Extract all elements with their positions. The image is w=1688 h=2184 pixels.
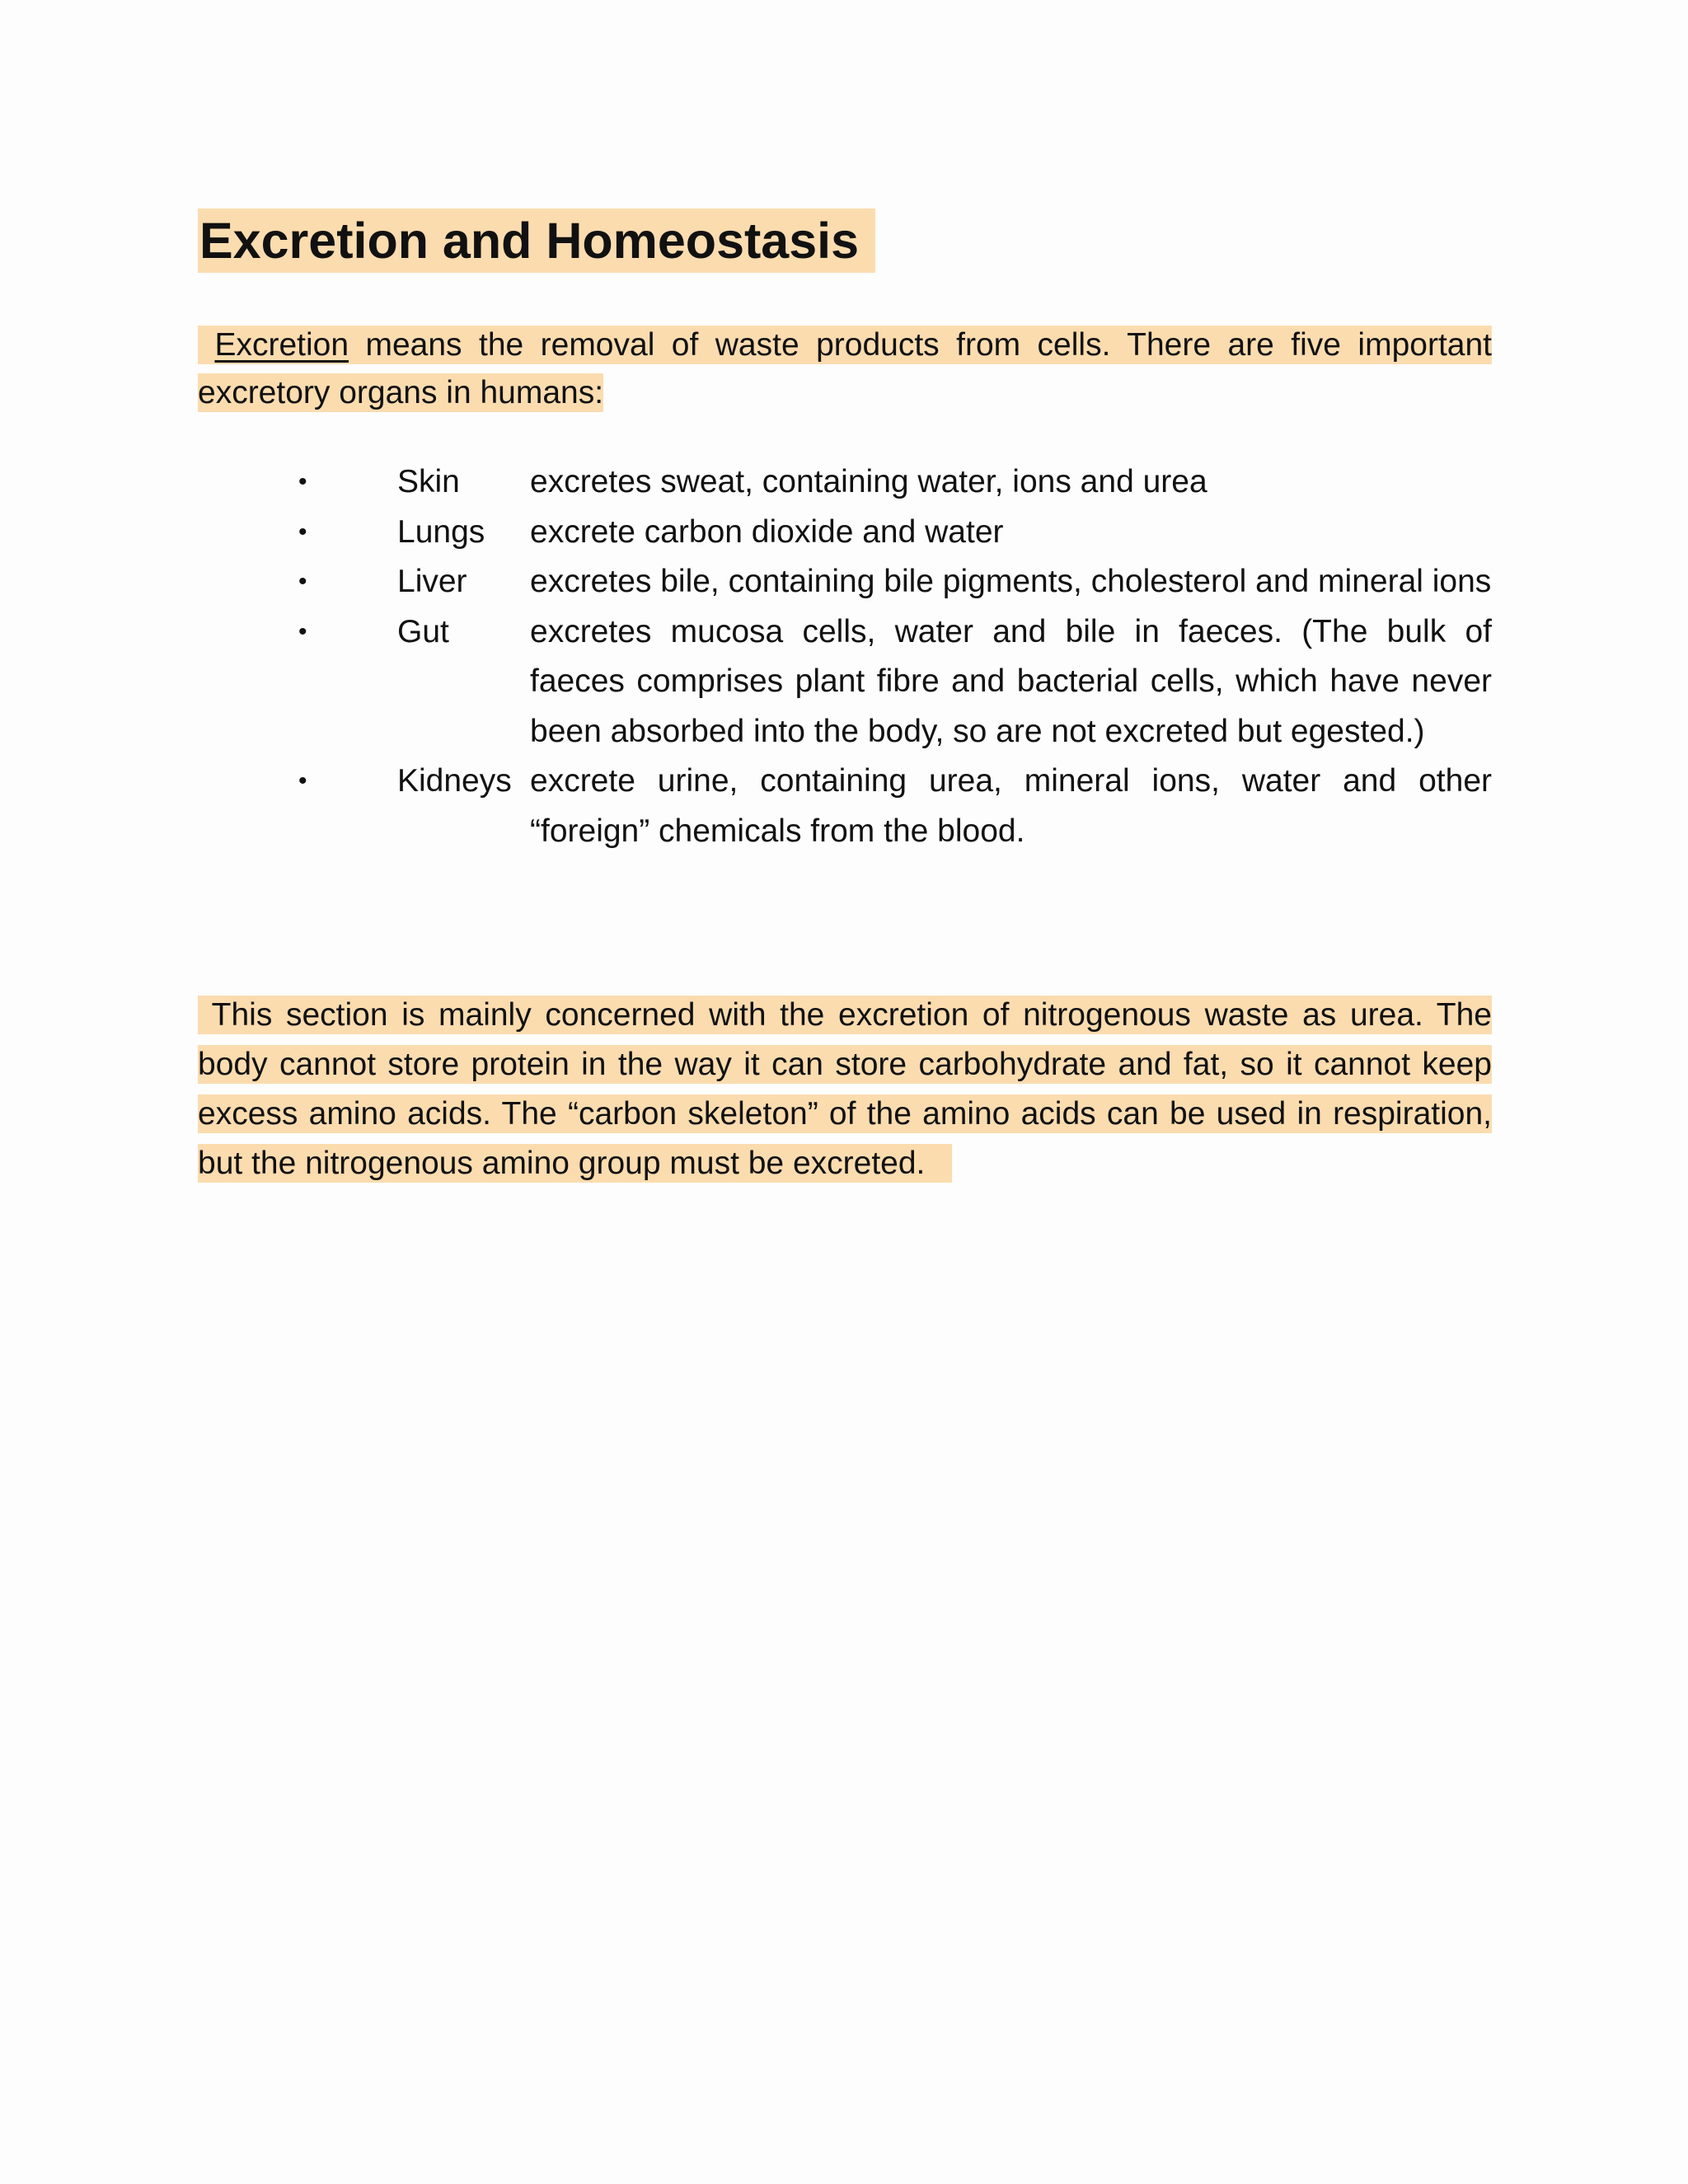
organ-name: Lungs [397, 513, 485, 550]
list-item-lungs [198, 508, 1492, 558]
organ-name: Kidneys [397, 763, 512, 799]
organ-description: excretes bile, containing bile pigments, cholesterol and mineral ions [530, 564, 1492, 599]
excretion-term: Excretion [214, 327, 349, 363]
list-item-gut [198, 607, 1492, 757]
bullet-icon: • [298, 767, 307, 794]
intro-text: means the removal of waste products from cells. There are five important excretory organs in humans: [198, 327, 1492, 410]
page-title: Excretion and Homeostasis [198, 209, 875, 273]
closing-highlight [198, 996, 1492, 1183]
organ-description: excrete carbon dioxide and water [530, 513, 1004, 550]
closing-text: This section is mainly concerned with the excretion of nitrogenous waste as urea. The body cannot store protein in the way it can store carbohydrate and fat, so it cannot keep excess amino acids. The “carbon skeleton” of the amino acids can be used in respiration, but the nitrogenous amino group must be excreted. [198, 997, 1492, 1181]
organ-description: excrete urine, containing urea, mineral ions, water and other “foreign” chemicals from the blood. [530, 763, 1492, 849]
bullet-icon: • [298, 568, 307, 595]
organ-description: excretes sweat, containing water, ions and urea [530, 464, 1207, 499]
organ-name: Skin [397, 464, 460, 499]
bullet-icon: • [298, 468, 307, 495]
excretory-organs-list [198, 457, 1492, 856]
organ-name: Liver [397, 564, 467, 599]
bullet-icon: • [298, 617, 307, 645]
list-item-liver [198, 557, 1492, 607]
bullet-icon: • [298, 518, 307, 546]
list-item-kidneys [198, 757, 1492, 856]
organ-name: Gut [397, 613, 449, 649]
closing-paragraph [198, 991, 1492, 1188]
list-item-skin [198, 457, 1492, 508]
intro-highlight [198, 326, 1492, 412]
organ-description: excretes mucosa cells, water and bile in faeces. (The bulk of faeces comprises plant fibre and bacterial cells, which have never been absorbed into the body, so are not excreted but egested.) [530, 613, 1492, 749]
intro-paragraph [198, 321, 1492, 417]
